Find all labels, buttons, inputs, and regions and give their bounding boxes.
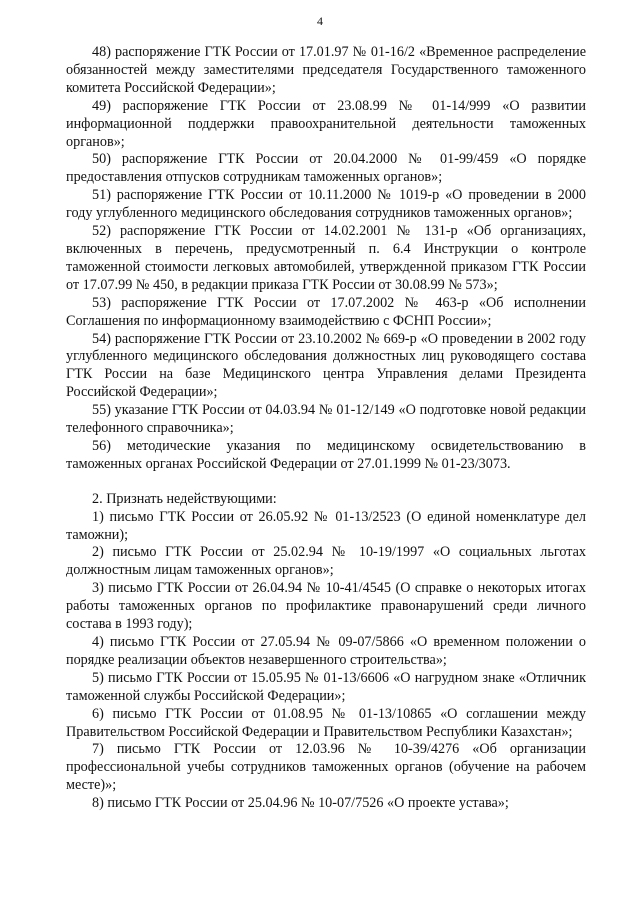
list-item-54: 54) распоряжение ГТК России от 23.10.2002 № 669-р «О проведении в 2002 году углубленного медицинского обследования должностных лиц руководящего состава ГТК России на базе Медицинского центра Управления делами Президента Российской Федерации»; xyxy=(66,330,586,401)
revoked-item-2: 2) письмо ГТК России от 25.02.94 № 10-19/1997 «О социальных льготах должностным лицам таможенных органов»; xyxy=(66,544,586,579)
revoked-item-5: 5) письмо ГТК России от 15.05.95 № 01-13/6606 «О нагрудном знаке «Отличник таможенной службы Российской Федерации»; xyxy=(66,669,586,704)
revoked-item-1: 1) письмо ГТК России от 26.05.92 № 01-13/2523 (О единой номенклатуре дел таможни); xyxy=(66,508,586,543)
list-item-48: 48) распоряжение ГТК России от 17.01.97 № 01-16/2 «Временное распределение обязанностей между заместителями председателя Государственного таможенного комитета Российской Федерации»; xyxy=(66,44,586,96)
list-item-56: 56) методические указания по медицинскому освидетельствованию в таможенных органах Российской Федерации от 27.01.1999 № 01-23/3073. xyxy=(66,437,586,472)
revoked-item-7: 7) письмо ГТК России от 12.03.96 № 10-39/4276 «Об организации профессиональной учебы сотрудников таможенных органов (обучение на рабочем месте)»; xyxy=(66,741,586,794)
revoked-item-8: 8) письмо ГТК России от 25.04.96 № 10-07/7526 «О проекте устава»; xyxy=(92,795,509,812)
page-number: 4 xyxy=(317,14,323,28)
revoked-item-4: 4) письмо ГТК России от 27.05.94 № 09-07/5866 «О временном положении о порядке реализации объектов незавершенного строительства»; xyxy=(66,634,586,668)
list-item-50: 50) распоряжение ГТК России от 20.04.2000 № 01-99/459 «О порядке предоставления отпусков сотрудникам таможенных органов»; xyxy=(66,151,586,186)
list-item-55: 55) указание ГТК России от 04.03.94 № 01-12/149 «О подготовке новой редакции телефонного справочника»; xyxy=(66,402,586,437)
revoked-item-3: 3) письмо ГТК России от 26.04.94 № 10-41/4545 (О справке о некоторых итогах работы таможенных органов по профилактике правонарушений среди личного состава в 1993 году); xyxy=(66,580,586,633)
list-item-52: 52) распоряжение ГТК России от 14.02.2001 № 131-р «Об организациях, включенных в перечень, предусмотренный п. 6.4 Инструкции о контроле таможенной стоимости легковых автомобилей, утвержденной приказом ГТК России от 17.07.99 № 450, в редакции приказа ГТК России от 30.08.99 № 573»; xyxy=(66,223,586,293)
list-item-51: 51) распоряжение ГТК России от 10.11.2000 № 1019-р «О проведении в 2000 году углубленного медицинского обследования сотрудников таможенных органов»; xyxy=(66,187,586,222)
list-item-49: 49) распоряжение ГТК России от 23.08.99 № 01-14/999 «О развитии информационной поддержки правоохранительной деятельности таможенных органов»; xyxy=(66,97,586,150)
section-gap xyxy=(66,474,586,491)
list-item-53: 53) распоряжение ГТК России от 17.07.2002 № 463-р «Об исполнении Соглашения по информационному взаимодействию с ФСНП России»; xyxy=(66,294,586,329)
section-2-heading: 2. Признать недействующими: xyxy=(92,490,277,507)
document-body xyxy=(66,44,586,813)
revoked-item-6: 6) письмо ГТК России от 01.08.95 № 01-13/10865 «О соглашении между Правительством Российской Федерации и Правительством Республики Казахстан»; xyxy=(66,705,586,740)
